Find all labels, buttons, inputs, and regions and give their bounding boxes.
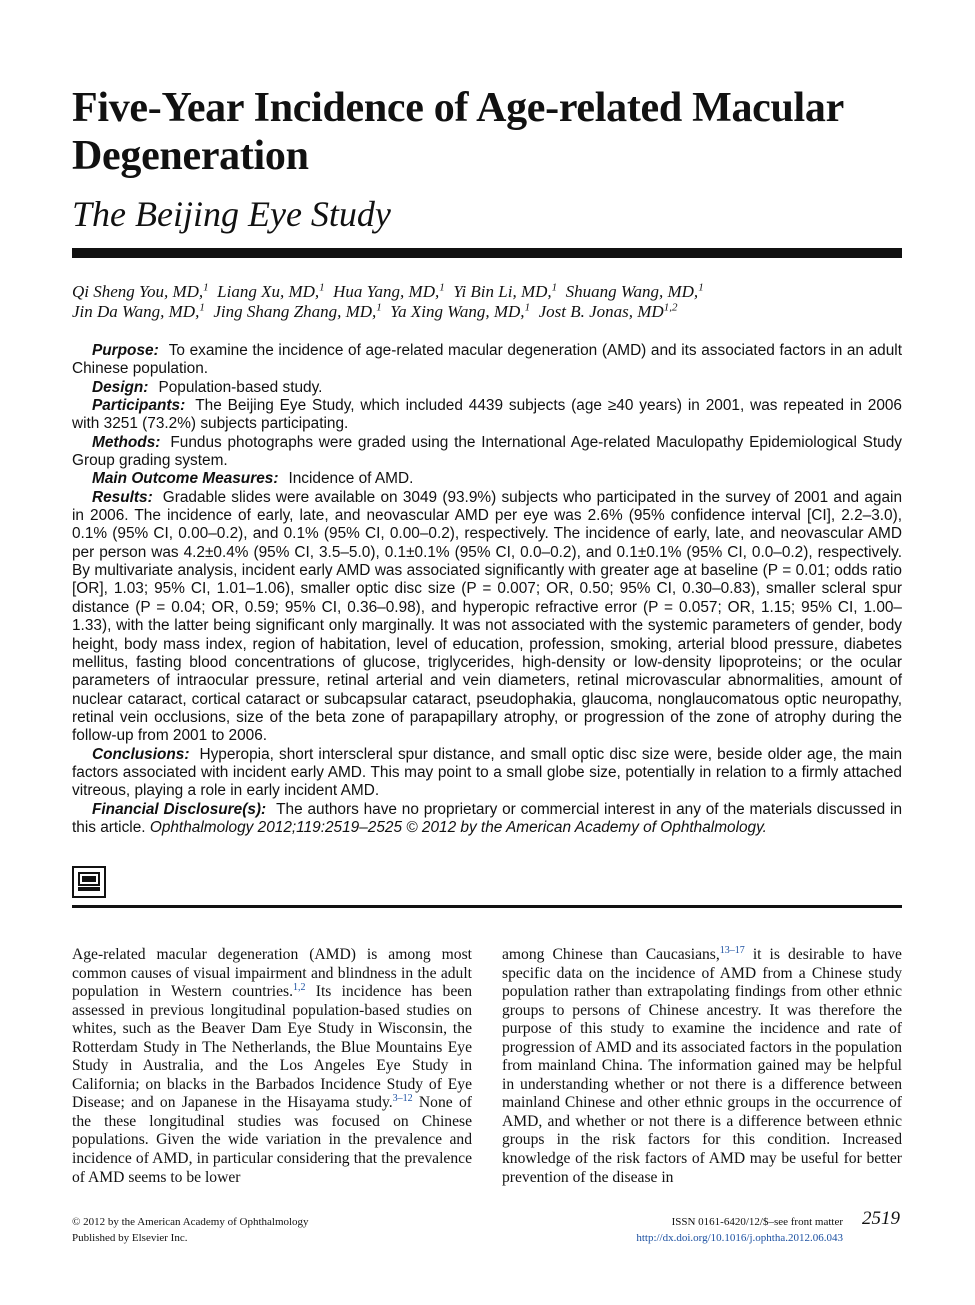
author-list <box>72 282 902 322</box>
author: Ya Xing Wang, MD,$^1$ <box>390 301 531 321</box>
author: Liang Xu, MD,$^1$ <box>217 281 325 301</box>
body-column-left <box>72 946 472 1187</box>
section-rule <box>72 905 902 908</box>
author: Jin Da Wang, MD,$^1$ <box>72 301 205 321</box>
author: Jost B. Jonas, MD$^{1,2}$ <box>538 301 678 321</box>
abstract <box>72 342 902 837</box>
author-line-1 <box>72 282 902 302</box>
abstract-purpose: Purpose: To examine the incidence of age-related macular degeneration (AMD) and its associated factors in an adult Chinese population. <box>72 342 902 378</box>
article-title: Five-Year Incidence of Age-related Macular Degeneration <box>72 85 844 179</box>
author-line-2 <box>72 302 902 322</box>
abstract-participants: Participants: The Beijing Eye Study, which included 4439 subjects (age ≥40 years) in 2001, was repeated in 2006 with 3251 (73.2%) subjects participating. <box>72 397 902 433</box>
intro-paragraph-continued: among Chinese than Caucasians,$^{13-17}$ it is desirable to have specific data on the incidence of AMD from a Chinese study population rather than extrapolating findings from other ethnic groups to persons of Chinese ancestry. It was therefore the purpose of this study to examine the incidence and rate of progression of AMD and its associated factors in the population from mainland China. The information gained may be helpful in understanding whether or not there is a difference between mainland Chinese and other ethnic groups in the occurrence of AMD, and whether or not there is a difference between ethnic groups in the risk factors for this condition. Increased knowledge of the risk factors of AMD may be useful for better prevention of the disease in <box>502 944 902 1186</box>
abstract-conclusions: Conclusions: Hyperopia, short interscleral spur distance, and small optic disc size were, beside older age, the main factors associated with incident early AMD. This may point to a small globe size, potentially in relation to a firmly attached vitreous, playing a role in early incident AMD. <box>72 745 902 800</box>
author: Qi Sheng You, MD,$^1$ <box>72 281 209 301</box>
reference-link[interactable]: 1,2 <box>293 981 306 993</box>
abstract-design: Design: Population-based study. <box>92 378 323 396</box>
intro-paragraph: Age-related macular degeneration (AMD) is among most common causes of visual impairment and blindness in the adult population in Western countries.$^{1,2}$ Its incidence has been assessed in previous longitudinal population-based studies on whites, such as the Beaver Dam Eye Study in Wisconsin, the Rotterdam Study in The Netherlands, the Blue Mountains Eye Study in Australia, and the Los Angeles Eye Study in California; on blacks in the Barbados Incidence Study of Eye Disease; and on Japanese in the Hisayama study.$^{3-12}$ None of the these longitudinal studies was focused on Chinese populations. Given the wide variation in the prevalence and incidence of AMD, in particular considering that the prevalence of AMD seems to be lower <box>72 946 472 1186</box>
body-column-right <box>502 946 902 1187</box>
reference-link[interactable]: 3–12 <box>392 1093 413 1105</box>
abstract-disclosure: Financial Disclosure(s): The authors have no proprietary or commercial interest in any of the materials discussed in this article. Ophthalmology 2012;119:2519–2525 © 2012 by the American Academy of Ophthalmology. <box>72 800 903 836</box>
author: Hua Yang, MD,$^1$ <box>333 281 445 301</box>
author: Yi Bin Li, MD,$^1$ <box>453 281 558 301</box>
journal-citation: Ophthalmology 2012;119:2519–2525 © 2012 by the American Academy of Ophthalmology. <box>149 818 767 836</box>
footer-issn: ISSN 0161-6420/12/$–see front matter http://dx.doi.org/10.1016/j.ophtha.2012.06.043 <box>560 1214 843 1246</box>
abstract-methods: Methods: Fundus photographs were graded using the International Age-related Maculopathy Epidemiological Study Group grading system. <box>72 433 902 470</box>
reference-link[interactable]: 13–17 <box>719 944 745 956</box>
title-rule <box>72 248 902 258</box>
doi-link[interactable]: http://dx.doi.org/10.1016/j.ophtha.2012.06.043 <box>636 1232 843 1244</box>
author: Shuang Wang, MD,$^1$ <box>565 281 704 301</box>
article-subtitle: The Beijing Eye Study <box>72 194 391 234</box>
abstract-outcome: Main Outcome Measures: Incidence of AMD. <box>92 470 414 488</box>
author: Jing Shang Zhang, MD,$^1$ <box>213 301 382 321</box>
video-monitor-icon[interactable] <box>72 866 106 898</box>
footer-copyright: © 2012 by the American Academy of Ophthalmology Published by Elsevier Inc. <box>72 1216 309 1244</box>
page-number: 2519 <box>862 1208 900 1229</box>
abstract-results: Results: Gradable slides were available on 3049 (93.9%) subjects who participated in the survey of 2001 and again in 2006. The incidence of early, late, and neovascular AMD per eye was 2.6% (95% confidence interval [CI], 2.2–3.0), 0.1% (95% CI, 0.00–0.2), and 0.1% (95% CI, 0.00–0.2), respectively. The incidence of early, late, and neovascular AMD per person was 4.2±0.4% (95% CI, 3.5–5.0), 0.1±0.1% (95% CI, 0.0–0.2), and 0.1±0.1% (95% CI, 0.0–0.2), respectively. By multivariate analysis, incident early AMD was associated significantly with greater age at baseline (P = 0.01; odds ratio [OR], 1.03; 95% CI, 1.01–1.06), smaller optic disc size (P = 0.007; OR, 0.50; 95% CI, 0.30–0.83), smaller scleral spur distance (P = 0.04; OR, 0.59; 95% CI, 0.36–0.98), and hyperopic refractive error (P = 0.057; OR, 1.15; 95% CI, 1.00–1.33), with the latter being significant only marginally. It was not associated with the systemic parameters of gender, body height, body mass index, region of habitation, level of education, profession, smoking, arterial blood pressure, diabetes mellitus, fasting blood concentrations of glucose, triglycerides, high-density or low-density lipoproteins; or the ocular parameters of intraocular pressure, retinal arterial and vein diameters, retinal microvascular abnormalities, amount of nuclear cataract, cortical cataract or subcapsular cataract, pseudophakia, glaucoma, nonglaucomatous optic neuropathy, retinal vein occlusions, size of the beta zone of parapapillary atrophy, or progression of the zone of atrophy during the follow-up from 2001 to 2006. <box>72 488 902 745</box>
